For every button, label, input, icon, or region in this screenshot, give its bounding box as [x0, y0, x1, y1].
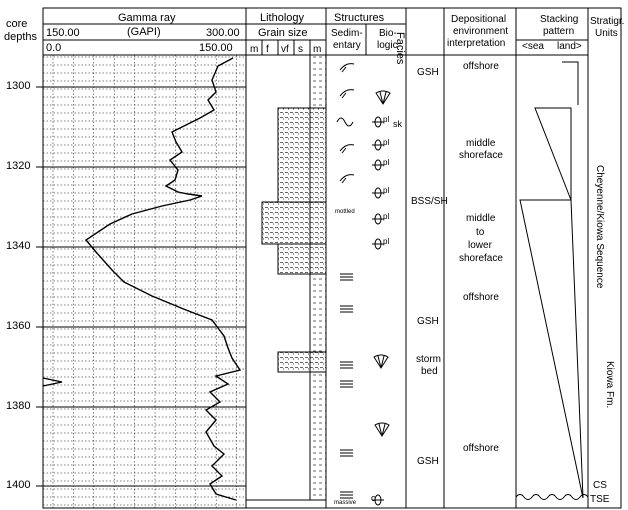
gamma-unit: (GAPI) [127, 26, 161, 38]
shell-symbol [380, 92, 386, 104]
basal-bed [246, 500, 326, 508]
pl-note: pl [383, 158, 390, 167]
stacking-triangle [520, 200, 583, 498]
facies-label: storm [416, 354, 441, 365]
cs-label: CS [593, 480, 607, 491]
pl-note: pl [383, 138, 390, 147]
gamma-scale-bottom-left: 0.0 [46, 42, 62, 54]
strat-title-1: Stratigr. [590, 16, 625, 27]
massive-note: massive [334, 500, 357, 506]
grain-size-label: f [266, 44, 269, 55]
sedimentary-label-1: Sedim- [331, 28, 363, 39]
facies-label: bed [421, 366, 438, 377]
strat-title-2: Units [595, 28, 618, 39]
depth-tick-label: 1340 [6, 240, 31, 252]
facies-label: GSH [417, 67, 439, 78]
depth-tick-label: 1320 [6, 160, 31, 172]
outer-border [43, 8, 621, 508]
depth-tick-label: 1380 [6, 400, 31, 412]
lithology-column [246, 55, 326, 508]
environment-label: shoreface [459, 253, 503, 264]
pl-note: pl [383, 237, 390, 246]
stacking-title-2: pattern [543, 26, 575, 37]
grain-size-label: vf [281, 44, 289, 55]
formation-label: Kiowa Fm. [604, 361, 615, 409]
stacking-title-1: Stacking [540, 14, 579, 25]
stacking-sea-label: <sea [522, 41, 544, 52]
wavy-symbol [337, 118, 353, 126]
gamma-scale-top-left: 150.00 [46, 27, 80, 39]
shale-column [310, 274, 326, 352]
sequence-boundary [516, 495, 588, 500]
environment-label: offshore [463, 443, 499, 454]
shell-symbol [379, 424, 385, 436]
gamma-ray-curve [86, 58, 240, 500]
environment-label: middle [466, 213, 496, 224]
depth-label-1: core [6, 18, 28, 30]
stacking-triangles [516, 62, 588, 500]
structure-symbols [337, 64, 390, 505]
depth-tick-label: 1300 [6, 80, 31, 92]
environment-label: offshore [463, 61, 499, 72]
sandstone-block [262, 202, 326, 244]
sk-note: sk [393, 119, 402, 129]
grain-size-label: m [250, 44, 259, 55]
sandstone-block [278, 244, 326, 274]
facies-label: GSH [417, 456, 439, 467]
cross-bed-symbol [340, 64, 354, 70]
lithology-title: Lithology [260, 12, 305, 24]
biologic-label-2: logic [377, 40, 398, 51]
pl-note: pl [383, 212, 390, 221]
facies-title: Facies [394, 32, 406, 65]
pl-note: pl [383, 186, 390, 195]
depth-label-2: depths [4, 31, 38, 43]
cross-bed-symbol [340, 145, 354, 151]
environment-title-3: interpretation [447, 38, 506, 49]
biologic-label-1: Bio- [379, 28, 397, 39]
stacking-triangle [562, 62, 578, 105]
environment-label: shoreface [459, 150, 503, 161]
gamma-scale-top-right: 300.00 [206, 27, 240, 39]
gamma-scale-bottom-right: 150.00 [199, 42, 233, 54]
stacking-triangle [535, 108, 571, 200]
facies-label: BSS/SH [411, 196, 448, 207]
depth-tick-label: 1400 [6, 479, 31, 491]
environment-label: offshore [463, 292, 499, 303]
shale-column [310, 372, 326, 500]
tse-label: TSE [590, 494, 610, 505]
gamma-spike [43, 378, 62, 386]
environment-label: middle [466, 138, 496, 149]
grain-size-title: Grain size [258, 27, 308, 39]
environment-label: to [476, 227, 485, 238]
depth-tick-label: 1360 [6, 320, 31, 332]
c-note: c [371, 493, 376, 503]
shale-column [310, 55, 326, 108]
cross-bed-symbol [340, 175, 354, 181]
environment-title-1: Depositional [451, 14, 507, 25]
structures-title: Structures [334, 12, 385, 24]
gamma-grid [43, 55, 246, 508]
sandstone-block [278, 108, 326, 202]
sandstone-block [278, 352, 326, 372]
sedimentary-label-2: entary [333, 40, 361, 51]
stacking-land-label: land> [557, 41, 582, 52]
sequence-label: Cheyenne/Kiowa Sequence [594, 165, 605, 289]
shell-symbol [378, 356, 384, 368]
pl-note: pl [383, 115, 390, 124]
grain-size-label: s [298, 44, 303, 55]
environment-title-2: environment [453, 26, 509, 37]
cross-bed-symbol [340, 90, 354, 96]
mottled-note: mottled [335, 209, 355, 215]
environment-label: lower [468, 240, 492, 251]
gamma-title: Gamma ray [118, 12, 176, 24]
stacking-triangle [571, 200, 583, 498]
facies-label: GSH [417, 316, 439, 327]
grain-size-label: m [313, 44, 322, 55]
